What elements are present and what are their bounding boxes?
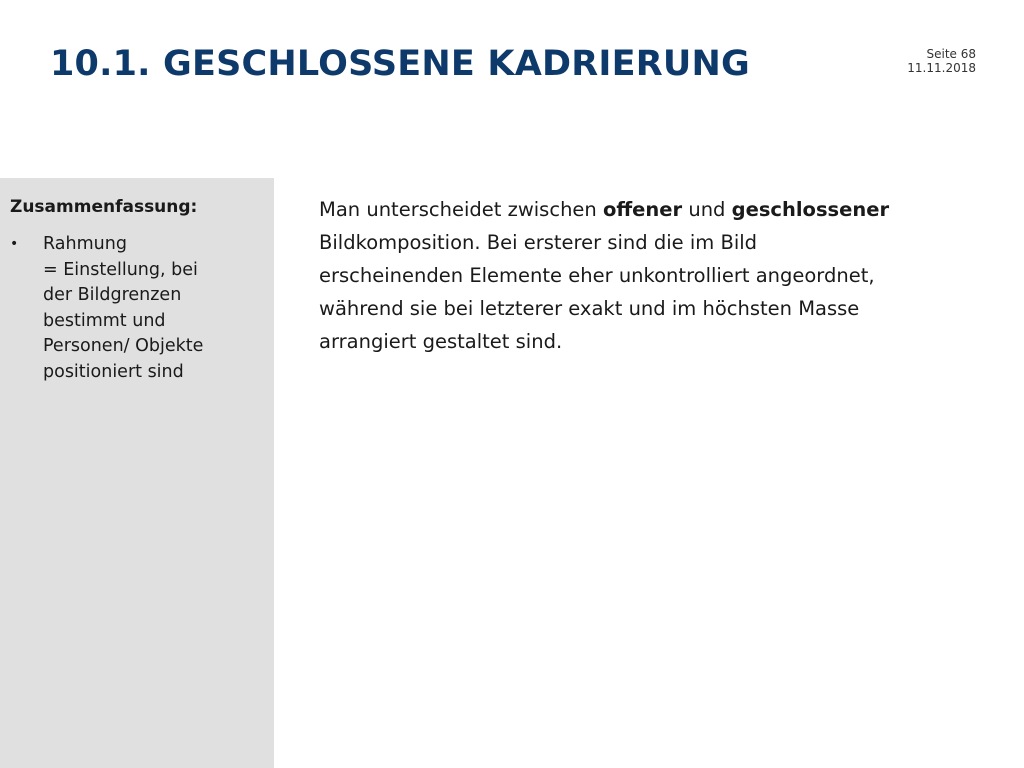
summary-list <box>10 232 250 385</box>
page-number: Seite 68 <box>926 47 976 61</box>
slide-meta <box>907 47 976 75</box>
summary-item-line: bestimmt und <box>43 310 166 331</box>
body-line: arrangiert gestaltet sind. <box>319 330 563 353</box>
summary-sidebar <box>0 178 274 768</box>
body-emphasis-open: offener <box>602 198 683 221</box>
summary-item-line: der Bildgrenzen <box>43 285 182 305</box>
body-line: Bildkomposition. Bei ersterer sind die im Bild <box>319 231 758 254</box>
summary-item-line: positioniert sind <box>43 361 184 382</box>
body-text: und <box>682 198 732 221</box>
slide-date: 11.11.2018 <box>907 61 976 75</box>
body-paragraph <box>319 193 999 358</box>
body-line: während sie bei letzterer exakt und im höchsten Masse <box>319 297 860 320</box>
bullet-icon: • <box>10 236 19 252</box>
summary-item-line: Rahmung <box>43 234 127 254</box>
summary-heading: Zusammenfassung: <box>10 197 198 217</box>
body-line: erscheinenden Elemente eher unkontrolliert angeordnet, <box>319 264 875 287</box>
body-text: Man unterscheidet zwischen <box>319 198 603 221</box>
summary-list-item <box>10 232 250 385</box>
body-line <box>319 193 999 226</box>
body-emphasis-closed: geschlossener <box>731 198 890 221</box>
summary-item-line: = Einstellung, bei <box>43 259 198 280</box>
summary-item-line: Personen/ Objekte <box>43 336 204 356</box>
slide-title: 10.1. GESCHLOSSENE KADRIERUNG <box>50 44 750 84</box>
